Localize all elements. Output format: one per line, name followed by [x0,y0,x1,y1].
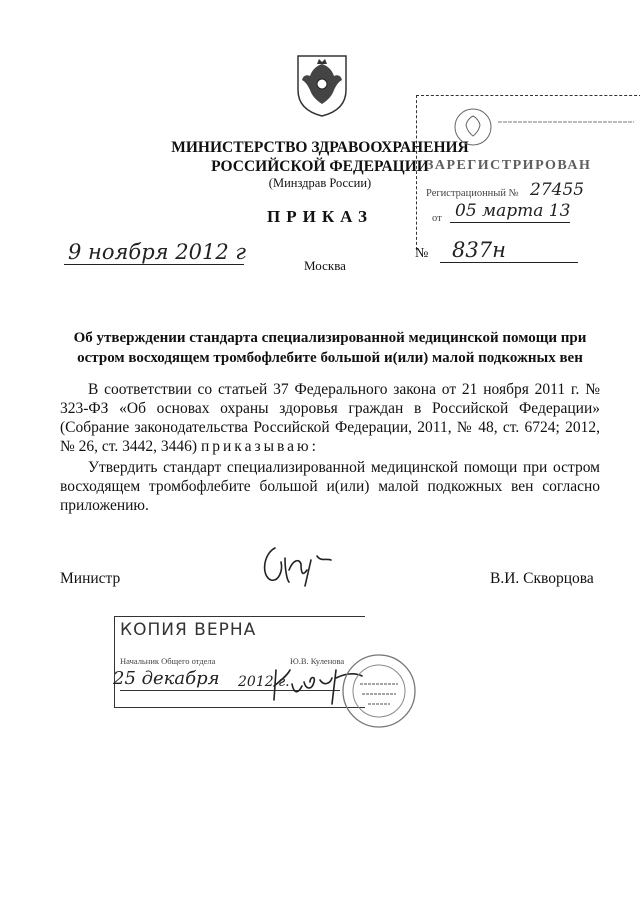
signatory-name: В.И. Скворцова [490,570,594,587]
ministry-short-name: (Минздрав России) [268,176,372,190]
subject-line-2: остром восходящем тромбофлебите большой и(или) малой подкожных вен [77,350,583,366]
copy-stamp-person: Ю.В. Куленова [290,656,345,666]
document-type: ПРИКАЗ [267,207,373,226]
body-paragraph-2-text: Утвердить стандарт специализированной медицинской помощи при остром восходящем тромбофлебите большой и(или) малой подкожных вен согласно приложению. [60,459,600,514]
registration-date-label: от [432,213,442,224]
order-date: 9 ноября 2012 г [68,240,246,264]
registration-number: 27455 [530,180,585,200]
illegible-print-icon [498,119,638,125]
order-date-underline [64,264,244,265]
order-city: Москва [304,258,346,273]
copy-stamp-year: 2012 г. [238,674,290,690]
signatory-title: Министр [60,570,121,587]
order-number-sign: № [415,246,429,261]
body-paragraph-1-text: В соответствии со статьей 37 Федерального закона от 21 ноября 2011 г. № 323-ФЗ «Об основах охраны здоровья граждан в Российской Федерации» (Собрание законодательства Российской Федерации, 2011, № 48, ст. 6724; 2012, № 26, ст. 3442, 3446) [60,381,600,455]
registration-date-underline [450,222,570,223]
minister-signature-icon [255,540,345,588]
registration-number-label: Регистрационный № [426,188,519,199]
copy-stamp-role: Начальник Общего отдела [120,656,216,666]
subject-line-1: Об утверждении стандарта специализированной медицинской помощи при [73,330,587,346]
ministry-line-2: РОССИЙСКОЙ ФЕДЕРАЦИИ [211,158,429,175]
coat-of-arms-icon [290,52,354,118]
order-subject [60,328,600,368]
copy-stamp-title: КОПИЯ ВЕРНА [120,620,257,640]
round-seal-icon [340,652,418,730]
registration-seal-icon [452,106,494,148]
order-number-underline [440,262,578,263]
body-paragraph-2 [60,458,600,515]
ministry-line-1: МИНИСТЕРСТВО ЗДРАВООХРАНЕНИЯ [171,139,469,156]
order-keyword: приказываю: [200,438,319,455]
order-number: 837н [452,238,506,262]
registration-header-text [498,119,638,127]
body-paragraph-1 [60,380,600,456]
registration-title: ЗАРЕГИСТРИРОВАН [426,158,592,173]
registration-date: 05 марта 13 [455,201,571,221]
copy-stamp-date: 25 декабря [113,668,220,689]
